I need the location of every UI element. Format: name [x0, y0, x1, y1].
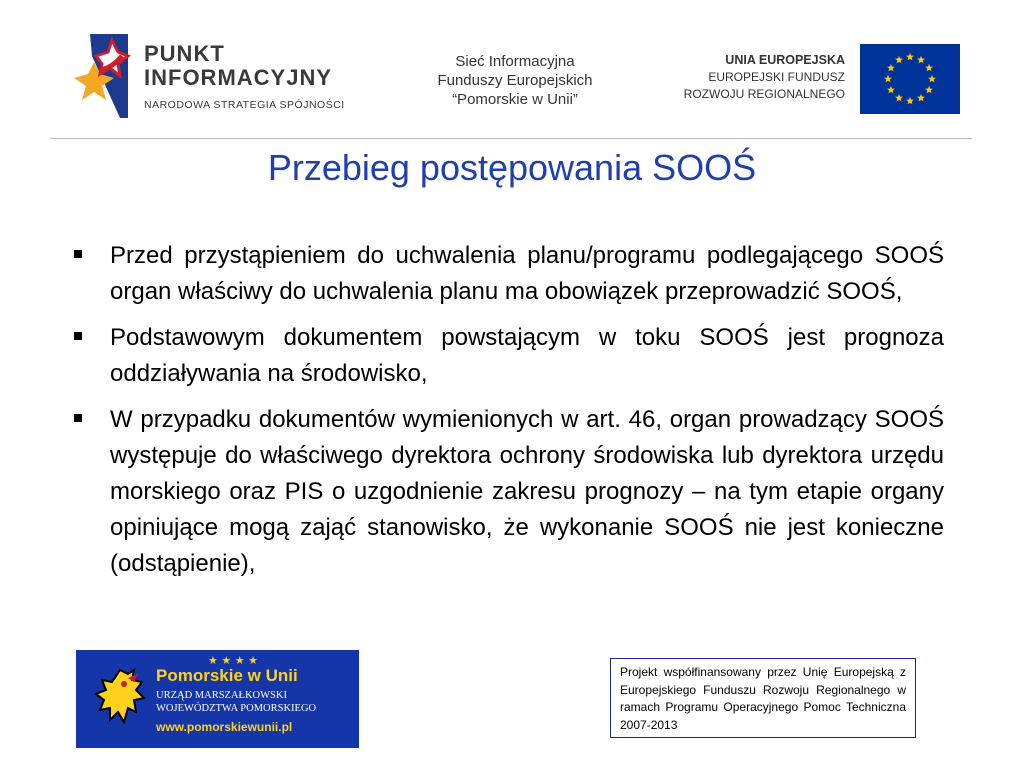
- punkt-informacyjny-logo: [62, 26, 362, 126]
- bullet-text: Przed przystąpieniem do uchwalenia planu/programu podlegającego SOOŚ organ właściwy do uchwalenia planu ma obowiązek przeprowadzić SOOŚ,: [110, 242, 944, 305]
- website-url: www.pomorskiewunii.pl: [156, 720, 293, 734]
- ue-line-3: ROZWOJU REGIONALNEGO: [683, 87, 845, 101]
- project-note-box: Projekt współfinansowany przez Unię Europejską z Europejskiego Funduszu Rozwoju Regionalnego w ramach Programu Operacyjnego Pomoc Techniczna 2007-2013: [610, 658, 916, 738]
- bullet-text: Podstawowym dokumentem powstającym w toku SOOŚ jest prognoza oddziaływania na środowisko,: [110, 324, 944, 387]
- svg-text:★ ★ ★ ★: ★ ★ ★ ★: [208, 654, 258, 666]
- ue-line-1: UNIA EUROPEJSKA: [725, 53, 845, 67]
- logo-text-punkt: PUNKT: [144, 41, 225, 66]
- eu-flag-icon: [860, 44, 960, 114]
- siec-line-3: “Pomorskie w Unii”: [452, 91, 578, 108]
- unia-europejska-text: [660, 52, 845, 103]
- square-bullet-icon: [74, 414, 82, 422]
- square-bullet-icon: [74, 332, 82, 340]
- siec-line-2: Funduszy Europejskich: [437, 72, 593, 89]
- list-item: [72, 238, 944, 310]
- list-item: [72, 320, 944, 392]
- urzad-line: URZĄD MARSZAŁKOWSKI: [156, 690, 287, 701]
- nss-star-icon: [62, 26, 142, 126]
- list-item: [72, 402, 944, 582]
- header-divider: [50, 138, 972, 139]
- ue-line-2: EUROPEJSKI FUNDUSZ: [708, 70, 845, 84]
- pomorskie-title: Pomorskie w Unii: [156, 666, 298, 685]
- siec-informacyjna-text: [400, 52, 630, 109]
- square-bullet-icon: [74, 250, 82, 258]
- bullet-list: [72, 238, 944, 592]
- bullet-text: W przypadku dokumentów wymienionych w art. 46, organ prowadzący SOOŚ występuje do właściwego dyrektora ochrony środowiska lub dyrektora urzędu morskiego oraz PIS o uzgodnienie zakresu prognozy – na tym etapie organy opiniujące mogą zająć stanowisko, że wykonanie SOOŚ nie jest konieczne (odstąpienie),: [110, 406, 944, 577]
- slide-title: Przebieg postępowania SOOŚ: [267, 147, 757, 188]
- pomorskie-w-unii-logo: [76, 650, 359, 748]
- siec-line-1: Sieć Informacyjna: [455, 53, 575, 70]
- wojewodztwo-line: WOJEWÓDZTWA POMORSKIEGO: [156, 703, 317, 714]
- griffin-emblem-icon: [88, 660, 152, 740]
- logo-text-informacyjny: INFORMACYJNY: [144, 65, 333, 90]
- logo-text-strategia: NARODOWA STRATEGIA SPÓJNOŚCI: [144, 99, 345, 111]
- stars-arc-icon: [206, 652, 266, 666]
